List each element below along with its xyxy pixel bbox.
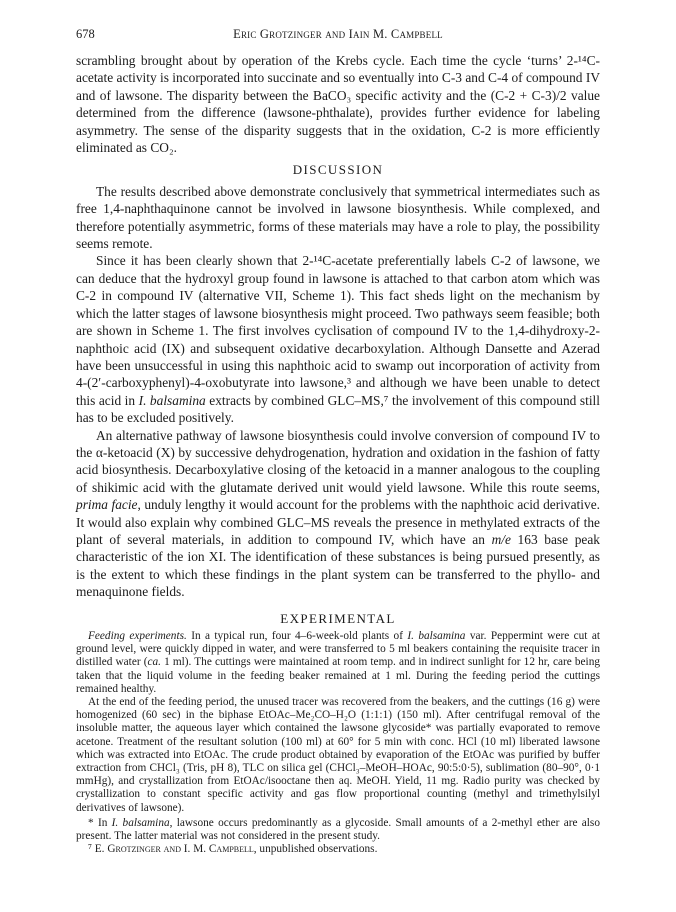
prima-facie-term: prima facie — [76, 497, 138, 513]
discussion-p3-text-c: 163 base peak characteristic of the ion XI. The identification of these substances is being pursued presently, as is the extent to which these findings in the plant system can be transferred to the phyllo- and menaquinone fields. — [76, 531, 600, 600]
experimental-p1-text-a: In a typical run, four 4–6-week-old plants of — [186, 630, 408, 642]
feeding-experiments-lead: Feeding experiments. — [88, 630, 187, 642]
species-name: I. balsamina — [138, 392, 206, 408]
discussion-paragraph-2 — [76, 252, 600, 426]
footnote-authors: E. Grotzinger and I. M. Campbell — [94, 843, 254, 856]
page-number: 678 — [76, 27, 95, 41]
footnote-reference-7 — [76, 843, 600, 856]
discussion-heading: DISCUSSION — [292, 162, 384, 178]
discussion-paragraph-1: The results described above demonstrate conclusively that symmetrical intermediates such as free 1,4-naphthaquinone cannot be involved in lawsone biosynthesis. While complexed, and therefore potentially asymmetric, forms of these materials may have a role to play, the possibility seems remote. — [76, 183, 600, 252]
experimental-p1-text-c: 1 ml). The cuttings were maintained at room temp. and in indirect sunlight for 12 hr, care being taken that the liquid volume in the feeding beaker remained at 1 ml. During the feeding period the cuttings remained healthy. — [76, 656, 600, 695]
experimental-section — [76, 630, 600, 856]
intro-paragraph: scrambling brought about by operation of the Krebs cycle. Each time the cycle ‘turns’ 2-¹⁴C-acetate activity is incorporated into succinate and so eventually into C-3 and C-4 of compound IV and of lawsone. The disparity between the BaCO₃ specific activity and the (C-2 + C-3)/2 value determined from the difference (lawsone-phthalate), provides further evidence for labeling asymmetry. The sense of the disparity suggests that in the oxidation, C-2 is more efficiently eliminated as CO₂. — [76, 53, 600, 156]
experimental-paragraph-1 — [76, 630, 600, 696]
discussion-p2-text-b: extracts by combined GLC–MS,⁷ the involvement of this compound still has to be excluded positively. — [76, 392, 600, 426]
footnote-star-text-b: , lawsone occurs predominantly as a glycoside. Small amounts of a 2-methyl ether are also present. The latter material was not considered in the present study. — [76, 816, 600, 843]
footnote-text: , unpublished observations. — [253, 843, 378, 856]
body-column — [76, 52, 600, 856]
footnote-glycoside — [76, 817, 600, 843]
mass-charge-term: m/e — [491, 531, 511, 547]
running-head: Eric Grotzinger and Iain M. Campbell — [233, 27, 443, 41]
discussion-paragraph-3 — [76, 427, 600, 601]
discussion-p2-text-a: Since it has been clearly shown that 2-¹⁴C-acetate preferentially labels C-2 of lawsone, we can deduce that the hydroxyl group found in lawsone is attached to that carbon atom which was C-2 in compound IV (alternative VII, Scheme 1). This fact sheds light on the mechanism by which the latter stages of lawsone biosynthesis might proceed. Two pathways seem feasible; both are shown in Scheme 1. The first involves cyclisation of compound IV to the 1,4-dihydroxy-2-naphthoic acid (IX) and subsequent oxidative decarboxylation. Although Dansette and Azerad have been unsuccessful in using this naphthoic acid to swamp out incorporation of activity from 4-(2′-carboxyphenyl)-4-oxobutyrate into lawsone,³ and although we have been unable to detect this acid in — [76, 253, 600, 408]
footnote-star-text-a: * In — [88, 816, 112, 829]
experimental-paragraph-2: At the end of the feeding period, the unused tracer was recovered from the beakers, and the cuttings (16 g) were homogenized (60 sec) in the biphase EtOAc–Me₂CO–H₂O (1:1:1) (150 ml). After centrifugal removal of the insoluble matter, the aqueous layer which contained the lawsone glycoside* was partially evaporated to remove acetone. Treatment of the resultant solution (100 ml) at 60° for 5 min with conc. HCl (10 ml) liberated lawsone which was extracted into EtOAc. The crude product obtained by evaporation of the EtOAc was purified by buffer extraction from CHCl₃ (Tris, pH 8), TLC on silica gel (CHCl₃–MeOH–HOAc, 90:5:0·5), sublimation (80–90°, 0·1 mmHg), and crystallization from EtOAc/isooctane then aq. MeOH. Yield, 11 mg. Radio purity was checked by crystallization to constant specific activity and gas flow proportional counting (methyl and trimethylsilyl derivatives of lawsone). — [76, 696, 600, 814]
experimental-p1-text-b: var. Peppermint were cut at ground level, were quickly dipped in water, and were transferred to 5 ml beakers containing the requisite tracer in distilled water ( — [76, 630, 600, 669]
species-name: I. balsamina — [111, 816, 170, 829]
page-header — [76, 27, 600, 43]
experimental-heading: EXPERIMENTAL — [280, 610, 396, 626]
footnote-marker: ⁷ — [88, 843, 92, 856]
circa-term: ca. — [147, 656, 161, 669]
discussion-p3-text-b: , unduly lengthy it would account for the problems with the naphthoic acid derivative. It would also explain why combined GLC–MS reveals the presence in methylated extracts of the plant of several materials, in addition to compound IV, which have an — [76, 497, 600, 547]
species-name: I. balsamina — [407, 630, 466, 642]
discussion-p3-text-a: An alternative pathway of lawsone biosynthesis could involve conversion of compound IV to the α-ketoacid (X) by successive dehydrogenation, hydration and oxidation in the fashion of fatty acid biosynthesis. Decarboxylative closing of the ketoacid in a manner analogous to the coupling of shikimic acid with the glutamate derived unit would yield lawsone. While this route seems, — [76, 427, 600, 495]
